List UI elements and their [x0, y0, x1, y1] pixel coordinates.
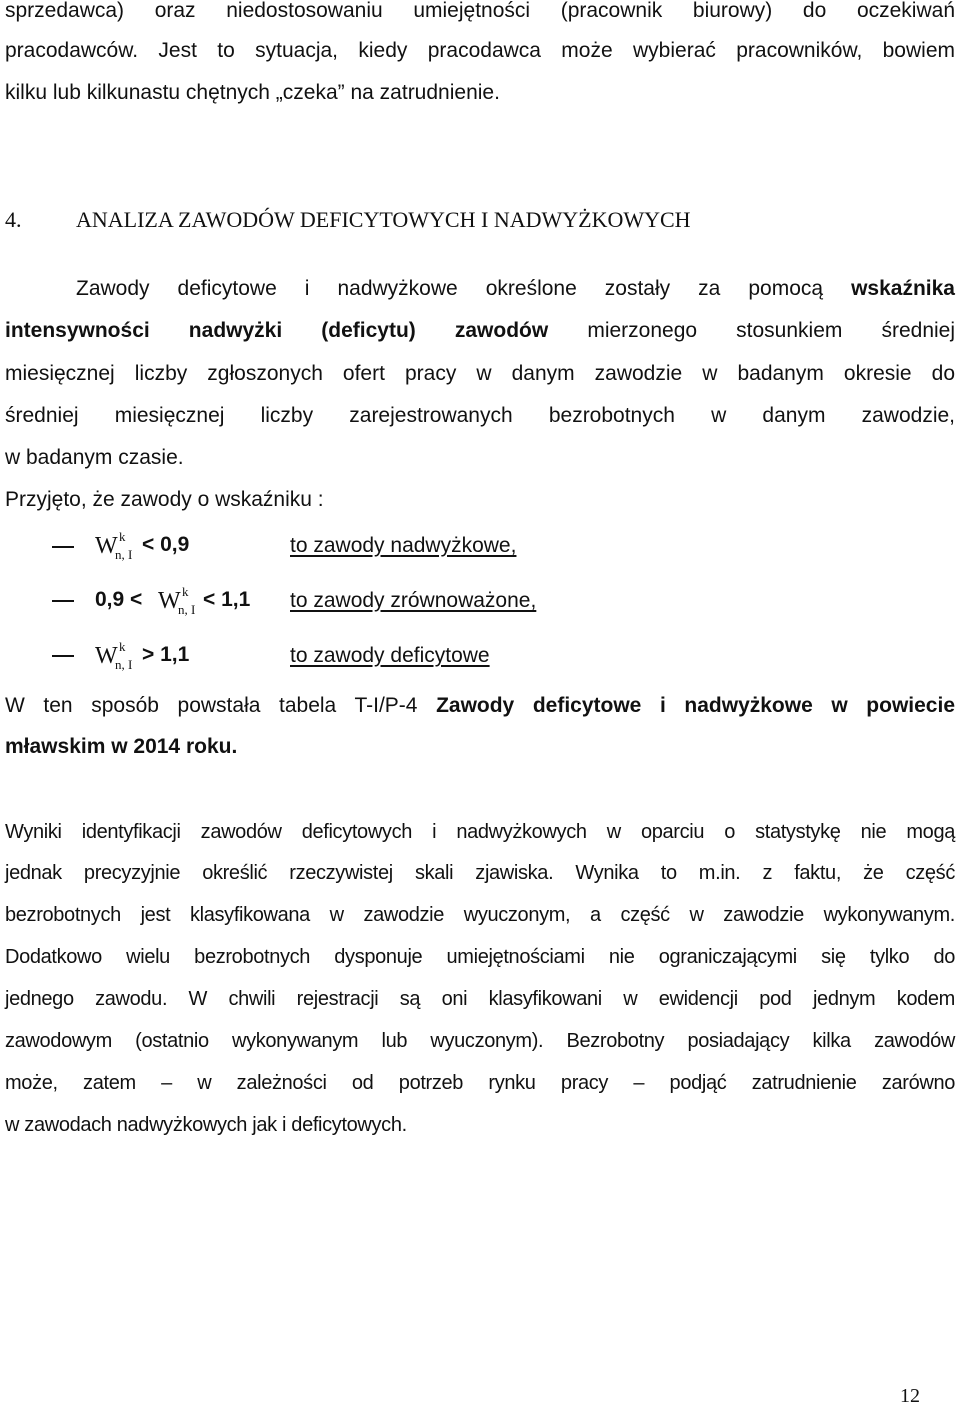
threshold-value: > 1,1: [142, 643, 190, 666]
threshold-value: < 1,1: [203, 588, 251, 611]
threshold-value: 0,9 <: [95, 588, 143, 611]
definition-line-2: [5, 318, 955, 344]
intro-line-1: sprzedawca) oraz niedostosowaniu umiejętności (pracownik biurowy) do oczekiwań: [5, 0, 955, 22]
list-dash: [52, 655, 74, 657]
results-line-3: bezrobotnych jest klasyfikowana w zawodzie wyuczonym, a część w zawodzie wykonywanym.: [5, 904, 955, 926]
definition-line-6: Przyjęto, że zawody o wskaźniku :: [5, 488, 324, 511]
definition-line-1: [5, 276, 955, 302]
category-label: to zawody deficytowe: [290, 644, 490, 667]
table-ref-text: W ten sposób powstała tabela T-I/P-4: [5, 694, 437, 717]
results-line-4: Dodatkowo wielu bezrobotnych dysponuje umiejętnościami nie ograniczającymi się tylko do: [5, 946, 955, 968]
results-line-5: jednego zawodu. W chwili rejestracji są oni klasyfikowani w ewidencji pod jednym kodem: [5, 988, 955, 1010]
category-label: to zawody zrównoważone,: [290, 589, 537, 612]
intro-line-3: kilku lub kilkunastu chętnych „czeka” na zatrudnienie.: [5, 81, 500, 104]
threshold-value: < 0,9: [142, 533, 190, 556]
table-ref-line-2: mławskim w 2014 roku.: [5, 735, 238, 758]
results-line-8: w zawodach nadwyżkowych jak i deficytowych.: [5, 1114, 407, 1136]
intro-line-2: pracodawców. Jest to sytuacja, kiedy pracodawca może wybierać pracowników, bowiem: [5, 39, 955, 62]
page-number: 12: [900, 1385, 920, 1407]
definition-line-4: średniej miesięcznej liczby zarejestrowanych bezrobotnych w danym zawodzie,: [5, 404, 955, 427]
results-line-6: zawodowym (ostatnio wykonywanym lub wyuczonym). Bezrobotny posiadający kilka zawodów: [5, 1030, 955, 1052]
section-title: ANALIZA ZAWODÓW DEFICYTOWYCH I NADWYŻKOWYCH: [76, 207, 691, 232]
list-dash: [52, 546, 74, 548]
results-line-2: jednak precyzyjnie określić rzeczywistej skali zjawiska. Wynika to m.in. z faktu, że część: [5, 862, 955, 884]
definition-text-cont: mierzonego stosunkiem średniej: [548, 319, 956, 342]
definition-term-cont: intensywności nadwyżki (deficytu) zawodów: [5, 319, 549, 342]
definition-term: wskaźnika: [851, 277, 955, 300]
section-number: 4.: [5, 207, 22, 232]
category-label: to zawody nadwyżkowe,: [290, 534, 517, 557]
definition-line-3: miesięcznej liczby zgłoszonych ofert pracy w danym zawodzie w badanym okresie do: [5, 362, 955, 385]
list-dash: [52, 600, 74, 602]
definition-line-5: w badanym czasie.: [5, 446, 184, 469]
table-ref-title: Zawody deficytowe i nadwyżkowe w powiecie: [436, 694, 955, 717]
results-line-1: Wyniki identyfikacji zawodów deficytowych i nadwyżkowych w oparciu o statystykę nie mogą: [5, 821, 955, 843]
results-line-7: może, zatem – w zależności od potrzeb rynku pracy – podjąć zatrudnienie zarówno: [5, 1072, 955, 1094]
definition-text: Zawody deficytowe i nadwyżkowe określone zostały za pomocą: [76, 277, 852, 300]
table-ref-line-1: [5, 693, 955, 719]
